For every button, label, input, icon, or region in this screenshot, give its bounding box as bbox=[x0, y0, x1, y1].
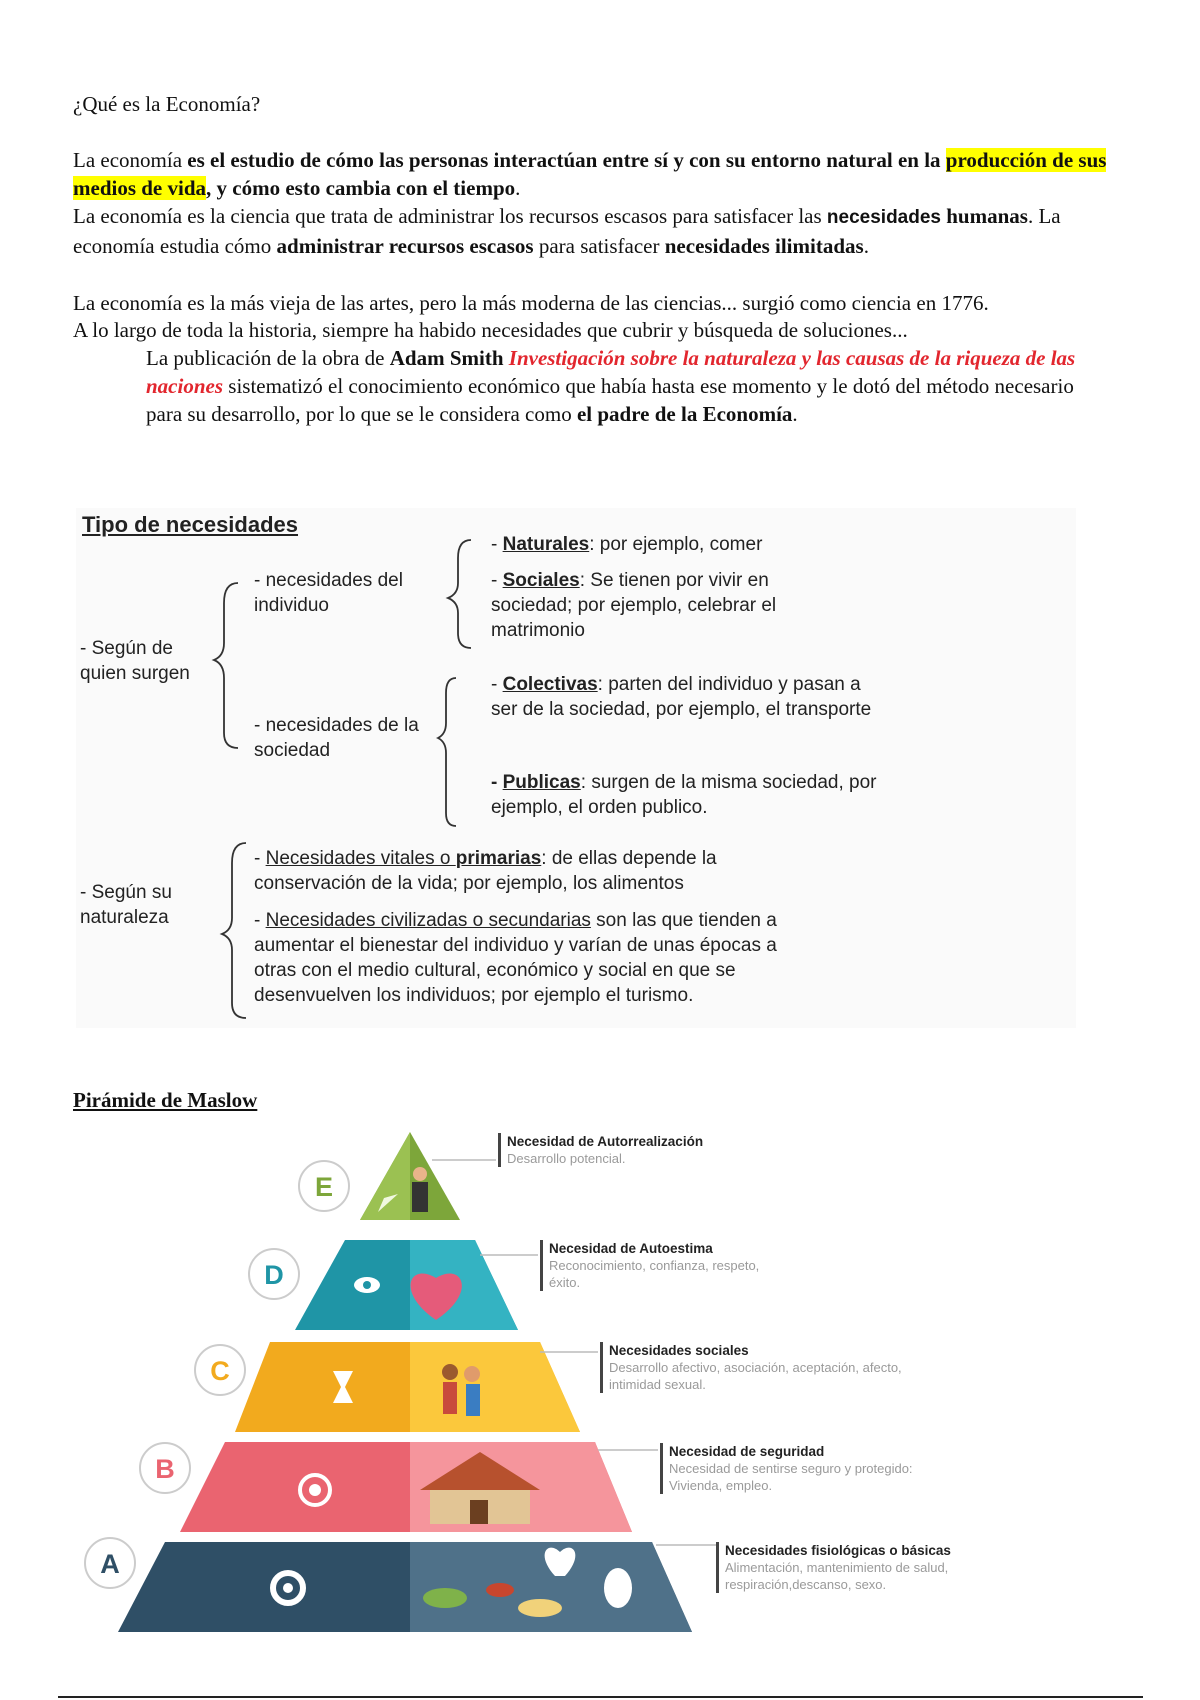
history-line-2: A lo largo de toda la historia, siempre ha habido necesidades que cubrir y búsqueda de soluciones... bbox=[73, 318, 908, 342]
primary-label: Necesidades vitales o bbox=[265, 848, 456, 869]
needs-diagram bbox=[76, 508, 1076, 1028]
level-e-title: Necesidad de Autorrealización bbox=[507, 1134, 704, 1149]
primary-needs: - Necesidades vitales o primarias: de ellas depende la conservación de la vida; por ejemplo, los alimentos bbox=[254, 848, 717, 894]
level-d-desc: Reconocimiento, confianza, respeto, éxito. bbox=[549, 1258, 760, 1290]
level-c-title: Necesidades sociales bbox=[609, 1343, 749, 1358]
level-a-label bbox=[716, 1542, 1000, 1593]
secondary-text: son las que tienden a aumentar el bienestar del individuo y varían de unas épocas a otras con el medio cultural, económico y social en que se desenvuelven los individuos; por ejemplo el turismo. bbox=[254, 910, 777, 1006]
text-span: . bbox=[515, 176, 521, 200]
bottom-rule bbox=[58, 1696, 1143, 1698]
page-title: ¿Qué es la Economía? bbox=[73, 92, 261, 116]
food-icon bbox=[423, 1588, 467, 1608]
level-e-label bbox=[498, 1133, 797, 1167]
text-span: La economía es la ciencia que trata de administrar los recursos escasos para satisfacer las bbox=[73, 204, 827, 228]
level-b-letter: B bbox=[155, 1454, 175, 1484]
definition-paragraph bbox=[73, 146, 1133, 202]
history-line-1: La economía es la más vieja de las artes, pero la más moderna de las ciencias... surgió como ciencia en 1776. bbox=[73, 291, 989, 315]
level-b bbox=[140, 1442, 632, 1532]
bold-text: administrar recursos escasos bbox=[276, 234, 534, 258]
secondary-needs: - Necesidades civilizadas o secundarias son las que tienden a aumentar el bienestar del individuo y varían de unas épocas a otras con el medio cultural, económico y social en que se desenvuelven los individuos; por ejemplo el turismo. bbox=[254, 910, 777, 1006]
society-label: - necesidades de la sociedad bbox=[254, 715, 419, 761]
text-span: para satisfacer bbox=[533, 234, 665, 258]
bold-text: es el estudio de cómo las personas interactúan entre sí y con su entorno natural en la bbox=[187, 148, 946, 172]
person-icon bbox=[412, 1182, 428, 1212]
text-span: La publicación de la obra de bbox=[146, 346, 390, 370]
origin-label: - Según de quien surgen bbox=[80, 638, 190, 684]
lungs-icon bbox=[604, 1568, 632, 1608]
level-d bbox=[249, 1240, 518, 1330]
social-label: Sociales bbox=[502, 570, 580, 591]
bold-text: necesidades bbox=[826, 207, 941, 228]
natural-label: Naturales bbox=[502, 534, 590, 555]
level-a bbox=[85, 1538, 692, 1632]
level-e-letter: E bbox=[314, 1172, 334, 1202]
collective-text: : parten del individuo y pasan a ser de la sociedad, por ejemplo, el transporte bbox=[491, 674, 872, 720]
needs-title: Tipo de necesidades bbox=[82, 512, 299, 537]
bold-text: humanas bbox=[946, 204, 1028, 228]
natural-text: : por ejemplo, comer bbox=[589, 534, 763, 555]
level-d-label bbox=[540, 1240, 779, 1291]
collective-needs: - Colectivas: parten del individuo y pasan a ser de la sociedad, por ejemplo, el transporte bbox=[491, 674, 872, 720]
smith-paragraph bbox=[146, 344, 1111, 428]
text-span: sistematizó el conocimiento económico que había hasta ese momento y le dotó del método necesario para su desarrollo, por lo que se le considera como bbox=[146, 374, 1074, 426]
primary-bold: primarias bbox=[455, 848, 542, 869]
social-text: : Se tienen por vivir en sociedad; por ejemplo, celebrar el matrimonio bbox=[491, 570, 777, 641]
level-c bbox=[195, 1342, 580, 1432]
bold-text: , y cómo esto cambia con el tiempo bbox=[206, 176, 516, 200]
book-title: Investigación sobre la naturaleza y las causas de la riqueza de las naciones bbox=[146, 346, 1076, 398]
level-a-letter: A bbox=[100, 1549, 120, 1579]
level-c-letter: C bbox=[210, 1356, 230, 1386]
text-span: . La economía estudia cómo bbox=[73, 204, 1061, 258]
level-c-desc: Desarrollo afectivo, asociación, aceptación, afecto, intimidad sexual. bbox=[609, 1360, 902, 1392]
secondary-label: Necesidades civilizadas o secundarias bbox=[265, 910, 591, 931]
level-a-desc: Alimentación, mantenimiento de salud, respiración,descanso, sexo. bbox=[725, 1560, 949, 1592]
maslow-title: Pirámide de Maslow bbox=[73, 1088, 258, 1112]
collective-label: Colectivas bbox=[502, 674, 598, 695]
bold-text: Adam Smith bbox=[389, 346, 504, 370]
natural-needs: - Naturales: por ejemplo, comer bbox=[491, 534, 763, 555]
text-span: . bbox=[863, 234, 869, 258]
primary-text: : de ellas depende la conservación de la vida; por ejemplo, los alimentos bbox=[254, 848, 717, 894]
social-needs: - Sociales: Se tienen por vivir en sociedad; por ejemplo, celebrar el matrimonio bbox=[491, 570, 777, 641]
nature-label: - Según su naturaleza bbox=[80, 882, 172, 928]
friends-icon bbox=[442, 1364, 458, 1380]
level-d-title: Necesidad de Autoestima bbox=[549, 1241, 713, 1256]
level-c-label bbox=[600, 1342, 909, 1393]
level-b-title: Necesidad de seguridad bbox=[669, 1444, 825, 1459]
individual-label: - necesidades del individuo bbox=[254, 570, 403, 616]
level-d-letter: D bbox=[264, 1260, 284, 1290]
text-span: La economía bbox=[73, 148, 188, 172]
public-needs: - Publicas: surgen de la misma sociedad, por ejemplo, el orden publico. bbox=[491, 772, 877, 818]
bold-text: necesidades ilimitadas bbox=[664, 234, 864, 258]
level-b-desc: Necesidad de sentirse seguro y protegido: Vivienda, empleo. bbox=[669, 1461, 913, 1493]
highlighted-text: producción de sus medios de vida bbox=[73, 148, 1107, 200]
bold-text: el padre de la Economía bbox=[576, 402, 793, 426]
science-paragraph bbox=[73, 202, 1133, 260]
public-text: : surgen de la misma sociedad, por ejemplo, el orden publico. bbox=[491, 772, 877, 818]
public-label: Publicas bbox=[502, 772, 581, 793]
level-e bbox=[299, 1132, 460, 1220]
text-span: . bbox=[792, 402, 798, 426]
level-e-desc: Desarrollo potencial. bbox=[507, 1151, 626, 1166]
level-b-label bbox=[660, 1443, 924, 1494]
level-a-title: Necesidades fisiológicas o básicas bbox=[725, 1543, 951, 1558]
